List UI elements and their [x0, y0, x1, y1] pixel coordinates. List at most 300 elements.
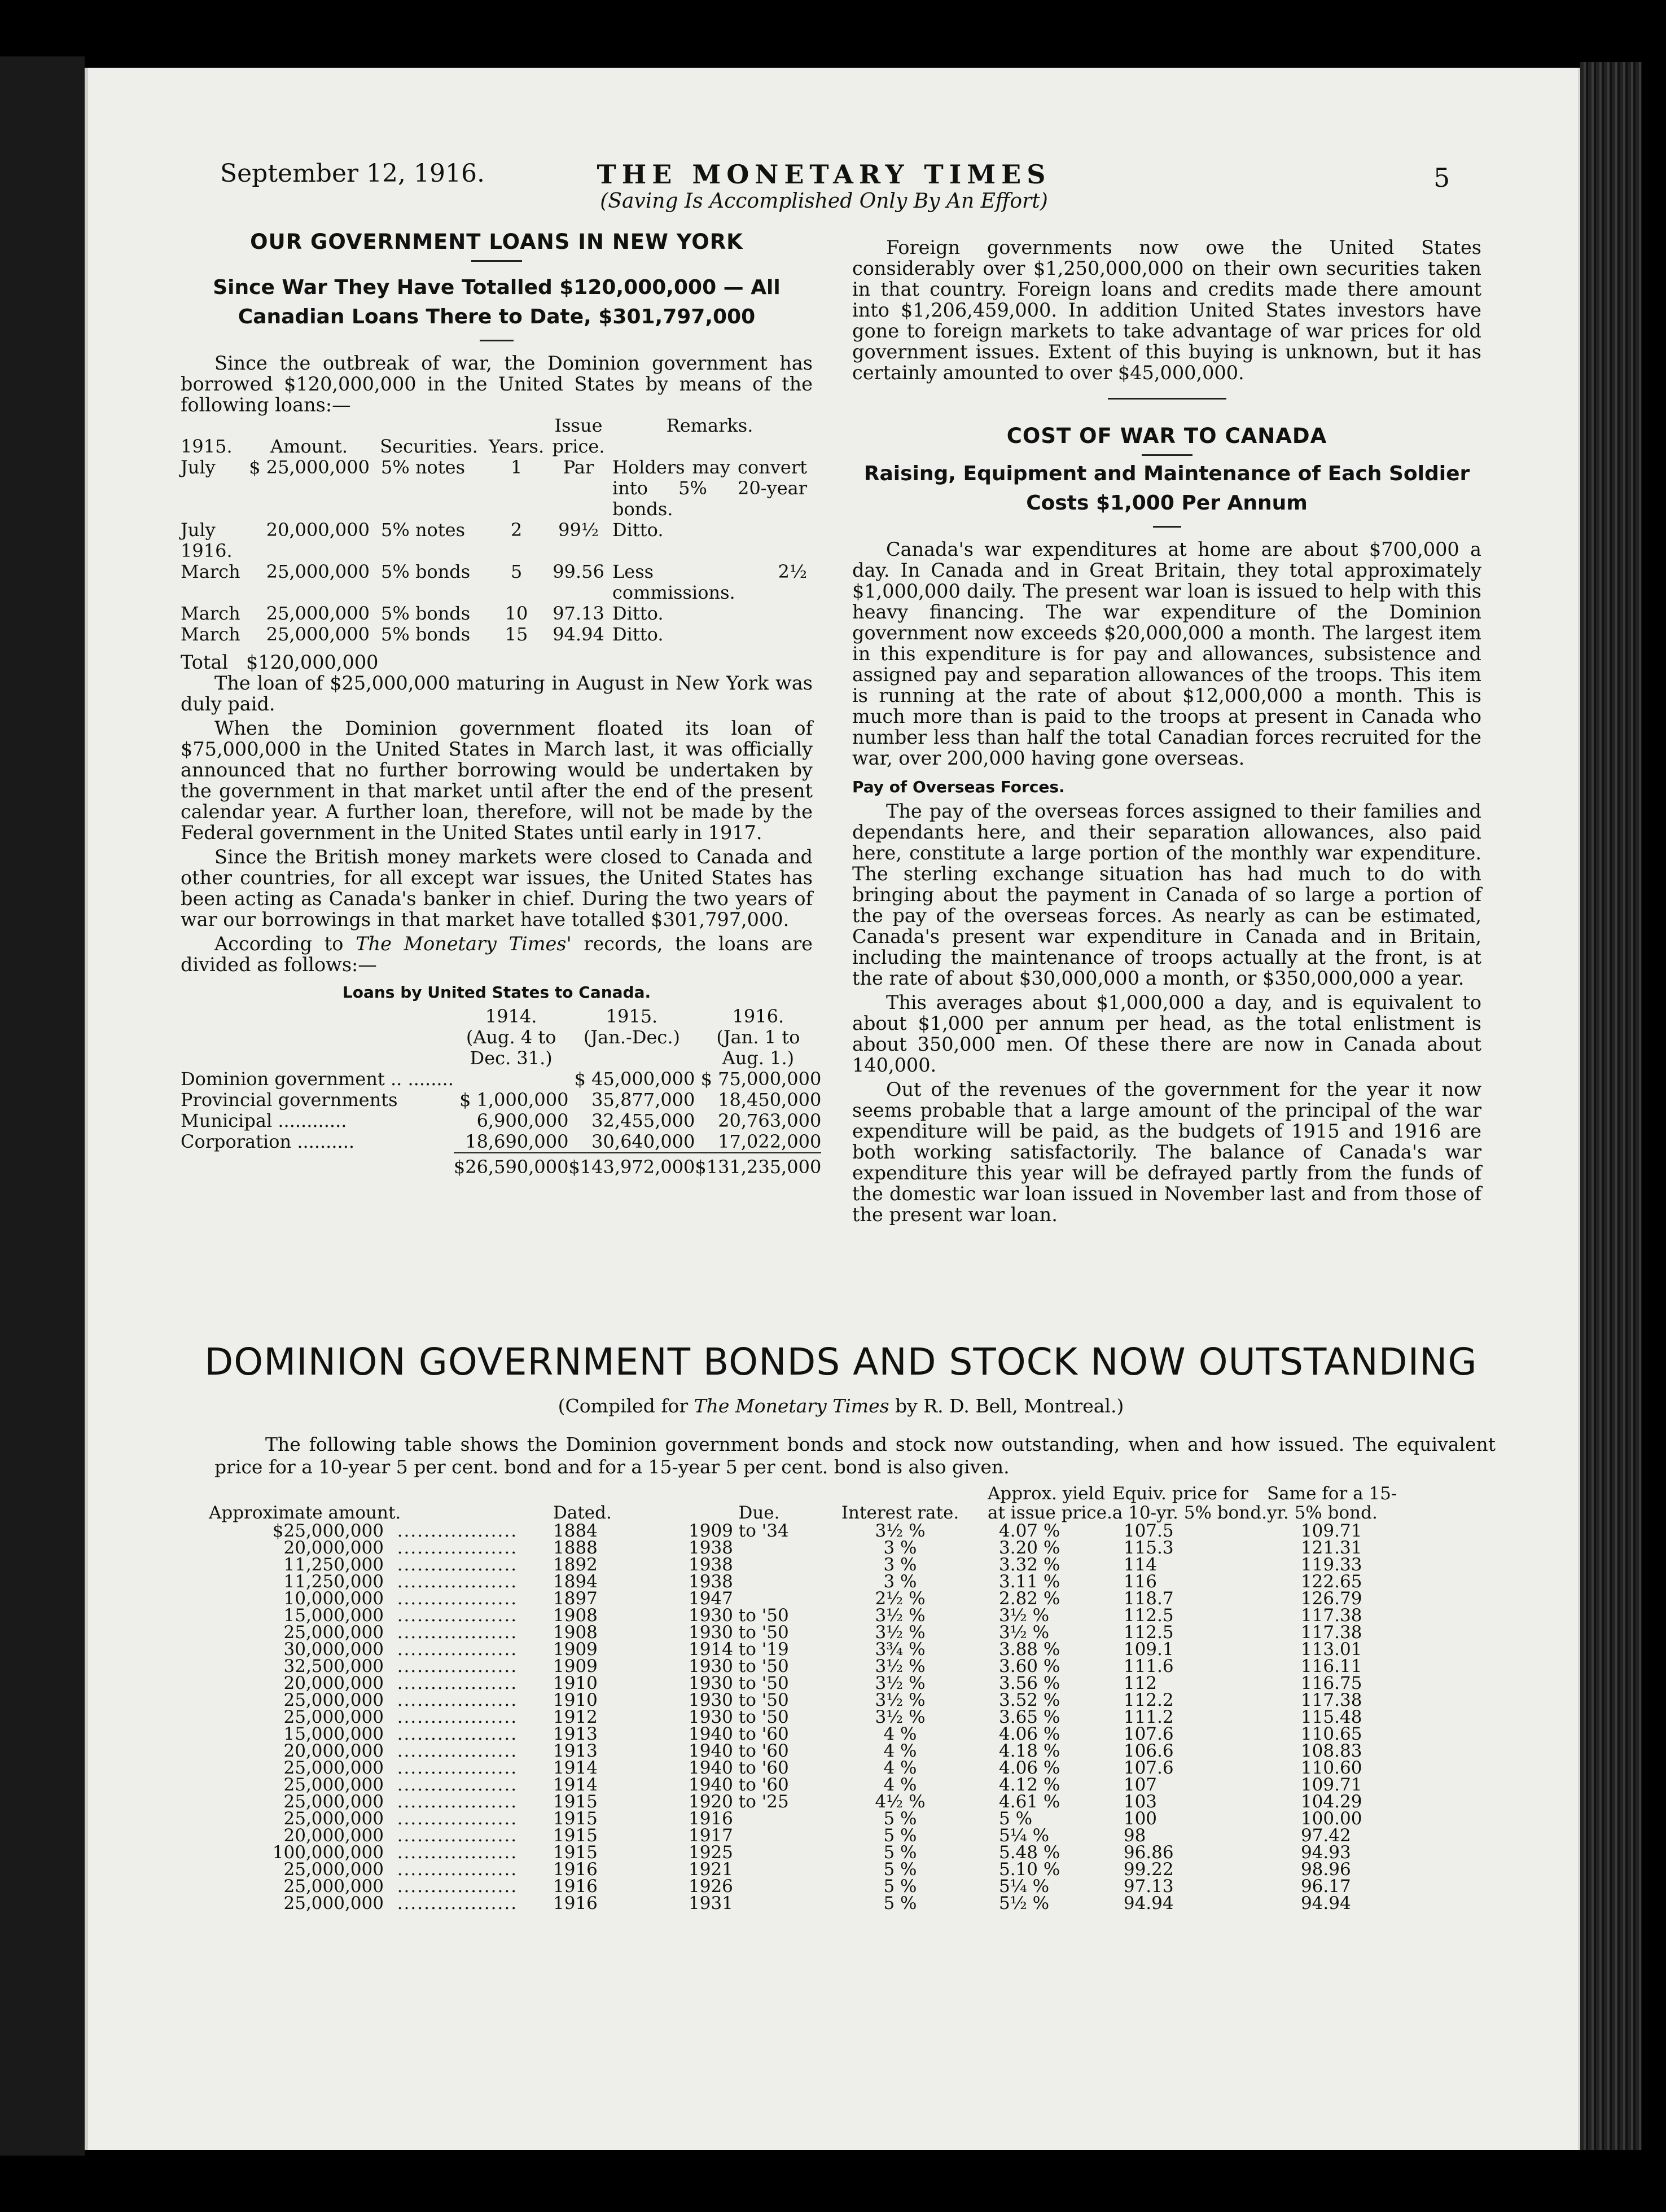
article-subheading-line-1: Raising, Equipment and Maintenance of Each Soldier: [863, 462, 1470, 485]
bond-due: 1930 to '50: [689, 1656, 789, 1676]
us-loan-label: [181, 1069, 454, 1090]
bond-eq15: 96.17: [1300, 1876, 1351, 1897]
article-subheading-line-1: Since War They Have Totalled $120,000,000 — All: [213, 276, 781, 299]
bond-dated: 1916: [553, 1859, 598, 1880]
leader-dots: ............: [272, 1110, 347, 1131]
bond-due: 1940 to '60: [689, 1758, 789, 1778]
bond-row: [209, 1590, 1496, 1607]
loan-remarks: Ditto.: [612, 519, 664, 541]
paragraph: Foreign governments now owe the United States considerably over $1,250,000,000 on their own securities taken in that country. Foreign loans and credits made there amount into $1,206,459,000. In addition United States investors have gone to foreign markets to take advantage of war prices for old government issues. Extent of this buying is unknown, but it has certainly amounted to over $45,000,000.: [852, 236, 1481, 384]
leader-dots: ........: [402, 1068, 454, 1090]
bond-amount: 30,000,000: [283, 1639, 384, 1660]
bond-due: 1914 to '19: [689, 1639, 789, 1660]
bond-rate: 4 %: [883, 1724, 917, 1744]
article-subheading-line-2: Canadian Loans There to Date, $301,797,000: [238, 305, 756, 328]
loan-price: 97.13: [553, 603, 604, 624]
header-eq15-2: yr. 5% bond.: [1266, 1503, 1378, 1523]
bond-eq10: 112: [1123, 1673, 1158, 1693]
loan-remarks: Less 2½ commissions.: [612, 561, 807, 603]
text: ' records, the loans are divided as follows:—: [181, 933, 813, 976]
bond-due: 1931: [689, 1893, 733, 1913]
loan-remarks: [612, 541, 807, 561]
us-loan-value: 32,455,000: [591, 1110, 695, 1131]
bond-amount: 100,000,000: [272, 1842, 384, 1863]
bond-eq15: 100.00: [1300, 1809, 1362, 1829]
bond-dated: 1914: [553, 1775, 598, 1795]
bond-row: [209, 1759, 1496, 1776]
bond-row: [209, 1726, 1496, 1743]
loan-row: [181, 561, 807, 603]
bond-due: 1909 to '34: [689, 1521, 789, 1541]
bond-eq15: 109.71: [1300, 1775, 1362, 1795]
leader-dots: ..................: [384, 1775, 518, 1795]
bond-rate: 5 %: [883, 1809, 917, 1829]
bond-eq15: 117.38: [1300, 1690, 1362, 1710]
loan-amount: [248, 541, 370, 561]
us-totals-row: [181, 1153, 821, 1178]
bond-yield: 4.61 %: [999, 1792, 1060, 1812]
loan-years: 5: [510, 561, 523, 582]
bond-eq15: 97.42: [1300, 1825, 1351, 1846]
bonds-title: DOMINION GOVERNMENT BONDS AND STOCK NOW OUTSTANDING: [204, 1340, 1478, 1384]
bond-dated: 1897: [553, 1588, 598, 1609]
paragraph: Canada's war expenditures at home are about $700,000 a day. In Canada and in Great Britain, they total approximately $1,000,000 daily. The present war loan is issued to help with this heavy financing. The war expenditure of the Dominion government now exceeds $20,000,000 a month. The largest item in this expenditure is for pay and allowances, subsistence and assigned pay and separation allowances of the troops. This item is running at the rate of about $12,000,000 a month. This is much more than is paid to the troops at present in Canada who number less than half the total Canadian forces recruited for the war, over 200,000 having gone overseas.: [852, 538, 1481, 769]
header-years: Years.: [488, 436, 545, 457]
row-label: Provincial governments: [181, 1089, 398, 1111]
masthead-title: THE MONETARY TIMES: [597, 159, 1051, 190]
bond-eq15: 117.38: [1300, 1622, 1362, 1643]
article-heading: COST OF WAR TO CANADA: [1006, 424, 1327, 448]
bond-dated: 1910: [553, 1673, 598, 1693]
bond-row: [209, 1607, 1496, 1624]
leader-dots: ..................: [384, 1842, 518, 1863]
bond-row: [209, 1675, 1496, 1692]
us-loan-value: 18,690,000: [465, 1131, 569, 1152]
loan-securities: 5% notes: [381, 519, 466, 541]
header-price: price.: [552, 436, 605, 457]
bond-row: [209, 1539, 1496, 1556]
bond-eq15: 115.48: [1300, 1707, 1362, 1727]
us-loan-value: 17,022,000: [718, 1131, 822, 1152]
loan-month: July: [181, 519, 216, 541]
bond-yield: 5½ %: [999, 1893, 1050, 1913]
bond-dated: 1884: [553, 1521, 598, 1541]
bond-rate: 2½ %: [875, 1588, 926, 1609]
bond-eq10: 107.5: [1123, 1521, 1174, 1541]
section-heading: Pay of Overseas Forces.: [852, 778, 1065, 796]
divider: [1142, 454, 1192, 456]
col-1916-range: (Jan. 1 to: [716, 1026, 800, 1048]
bond-eq15: 94.93: [1300, 1842, 1351, 1863]
bond-yield: 2.82 %: [999, 1588, 1060, 1609]
bond-eq15: 108.83: [1300, 1741, 1362, 1761]
bond-eq10: 100: [1123, 1809, 1158, 1829]
bonds-header-row: [209, 1503, 1496, 1522]
us-loan-value: 35,877,000: [591, 1089, 695, 1111]
bond-rate: 3½ %: [875, 1622, 926, 1643]
paragraph: The pay of the overseas forces assigned to their families and dependants here, and their separation allowances, also paid here, constitute a large portion of the monthly war expenditure. The sterling exchange situation has had much to do with bringing about the payment in Canada of so large a portion of the pay of the overseas forces. As nearly as can be estimated, Canada's present war expenditure in Canada and in Britain, including the maintenance of troops actually at the front, is at the rate of about $30,000,000 a month, or $350,000,000 a year.: [852, 800, 1481, 989]
bond-eq15: 110.65: [1300, 1724, 1362, 1744]
us-loan-label: [181, 1090, 454, 1111]
leader-dots: ..................: [384, 1639, 518, 1660]
row-label: Dominion government ..: [181, 1068, 402, 1090]
bond-rate: 5 %: [883, 1825, 917, 1846]
loans-total: Total $120,000,000: [181, 651, 379, 673]
paragraph: The following table shows the Dominion government bonds and stock now outstanding, when and how issued. The equivalent price for a 10-year 5 per cent. bond and for a 15-year 5 per cent. bond is also given.: [214, 1433, 1496, 1478]
bond-eq15: 98.96: [1300, 1859, 1351, 1880]
total-1916: $131,235,000: [695, 1153, 821, 1178]
loan-remarks: Holders may convert into 5% 20-year bonds.: [612, 457, 807, 520]
leader-dots: ..........: [291, 1131, 355, 1152]
total-1914: $26,590,000: [454, 1153, 569, 1178]
bond-rate: 3 %: [883, 1555, 917, 1575]
bond-yield: 3½ %: [999, 1605, 1050, 1626]
loan-month: 1916.: [181, 540, 233, 561]
loans-table: [181, 415, 807, 645]
bonds-table: [209, 1484, 1496, 1912]
bond-rate: 3½ %: [875, 1521, 926, 1541]
page-number: 5: [1433, 163, 1450, 193]
col-1914: 1914.: [485, 1006, 537, 1027]
bond-yield: 4.18 %: [999, 1741, 1060, 1761]
leader-dots: ..................: [384, 1707, 518, 1727]
loan-amount: 25,000,000: [266, 603, 370, 624]
loan-securities: [370, 541, 488, 561]
bond-amount: 25,000,000: [283, 1792, 384, 1812]
bond-eq15: 121.31: [1300, 1538, 1362, 1558]
loan-securities: 5% bonds: [381, 603, 471, 624]
leader-dots: ..................: [384, 1809, 518, 1829]
bond-eq10: 111.6: [1123, 1656, 1174, 1676]
leader-dots: ..................: [384, 1673, 518, 1693]
bond-eq10: 107.6: [1123, 1724, 1174, 1744]
article-government-loans: [181, 230, 822, 1178]
row-label: Municipal: [181, 1110, 273, 1131]
bond-dated: 1892: [553, 1555, 598, 1575]
loan-amount: 25,000,000: [266, 624, 370, 645]
bond-dated: 1915: [553, 1842, 598, 1863]
bond-yield: 5.48 %: [999, 1842, 1060, 1863]
bond-rate: 3½ %: [875, 1605, 926, 1626]
page-edges: [1580, 62, 1642, 2150]
loan-price: [545, 541, 612, 561]
bond-yield: 3.52 %: [999, 1690, 1060, 1710]
bond-amount: 20,000,000: [283, 1538, 384, 1558]
bond-eq10: 109.1: [1123, 1639, 1174, 1660]
bond-rate: 3½ %: [875, 1690, 926, 1710]
leader-dots: ..................: [384, 1825, 518, 1846]
us-loan-value: 6,900,000: [476, 1110, 569, 1131]
header-due: Due.: [738, 1503, 780, 1523]
paragraph: Out of the revenues of the government for the year it now seems probable that a large amount of the principal of the war expenditure will be paid, as the budgets of 1915 and 1916 are both working satisfactorily. The balance of Canada's war expenditure this year will be defrayed partly from the funds of the domestic war loan issued in November last and from those of the present war loan.: [852, 1078, 1481, 1226]
bond-row: [209, 1743, 1496, 1759]
bond-yield: 5¼ %: [999, 1825, 1050, 1846]
bond-eq15: 119.33: [1300, 1555, 1362, 1575]
us-loan-row: [181, 1090, 821, 1111]
us-loan-value: [454, 1069, 569, 1090]
bond-rate: 5 %: [883, 1876, 917, 1897]
bond-eq10: 107: [1123, 1775, 1158, 1795]
bond-rate: 4 %: [883, 1758, 917, 1778]
header-dated: Dated.: [553, 1503, 612, 1523]
article-cost-of-war: [852, 237, 1481, 1225]
bond-due: 1921: [689, 1859, 733, 1880]
loan-row: [181, 603, 807, 624]
header-securities: Securities.: [380, 436, 478, 457]
loan-securities: 5% bonds: [381, 624, 471, 645]
bond-amount: $25,000,000: [272, 1521, 384, 1541]
bond-eq10: 112.5: [1123, 1622, 1174, 1643]
bond-row: [209, 1895, 1496, 1912]
bond-row: [209, 1827, 1496, 1844]
divider: [480, 340, 514, 341]
loan-amount: 25,000,000: [266, 561, 370, 582]
bond-row: [209, 1641, 1496, 1658]
leader-dots: ..................: [384, 1656, 518, 1676]
loan-row: [181, 541, 807, 561]
bond-rate: 5 %: [883, 1893, 917, 1913]
header-eq10: Equiv. price for: [1112, 1484, 1248, 1504]
header-eq15: Same for a 15-: [1266, 1484, 1397, 1504]
loans-header-row: [181, 436, 807, 457]
loan-years: 2: [510, 519, 523, 541]
bond-eq15: 94.94: [1300, 1893, 1351, 1913]
bond-eq15: 113.01: [1300, 1639, 1362, 1660]
bond-eq15: 104.29: [1300, 1792, 1362, 1812]
header-eq10-2: a 10-yr. 5% bond.: [1112, 1503, 1267, 1523]
bond-yield: 3.88 %: [999, 1639, 1060, 1660]
book-spine: [0, 56, 85, 2156]
total-1915: $143,972,000: [568, 1153, 695, 1178]
divider: [471, 260, 522, 262]
bond-eq10: 97.13: [1123, 1876, 1174, 1897]
bond-dated: 1909: [553, 1639, 598, 1660]
bond-due: 1940 to '60: [689, 1775, 789, 1795]
bond-rate: 4 %: [883, 1741, 917, 1761]
bond-yield: 3.65 %: [999, 1707, 1060, 1727]
bond-eq10: 116: [1123, 1572, 1158, 1592]
loan-years: 15: [505, 624, 528, 645]
text: by R. D. Bell, Montreal.): [889, 1395, 1124, 1417]
loan-month: March: [181, 624, 240, 645]
bond-row: [209, 1658, 1496, 1675]
bond-eq10: 96.86: [1123, 1842, 1174, 1863]
bond-eq15: 116.75: [1300, 1673, 1362, 1693]
leader-dots: ..................: [384, 1876, 518, 1897]
leader-dots: ..................: [384, 1859, 518, 1880]
bond-amount: 20,000,000: [283, 1673, 384, 1693]
bond-eq15: 126.79: [1300, 1588, 1362, 1609]
paragraph: [181, 933, 813, 975]
bond-eq10: 114: [1123, 1555, 1158, 1575]
us-loan-value: 20,763,000: [718, 1110, 822, 1131]
masthead-motto: (Saving Is Accomplished Only By An Effort): [600, 190, 1048, 213]
us-loans-table: [181, 1006, 821, 1178]
text: According to: [214, 933, 356, 955]
paragraph: Since the outbreak of war, the Dominion government has borrowed $120,000,000 in the United States by means of the following loans:—: [181, 352, 813, 416]
bond-eq10: 112.2: [1123, 1690, 1174, 1710]
loan-remarks: Ditto.: [612, 603, 664, 624]
header-yield-2: at issue price.: [988, 1503, 1112, 1523]
us-loan-value: $ 1,000,000: [459, 1089, 569, 1111]
divider: [1153, 526, 1181, 528]
leader-dots: ..................: [384, 1572, 518, 1592]
leader-dots: ..................: [384, 1724, 518, 1744]
us-loan-value: 30,640,000: [591, 1131, 695, 1152]
bond-due: 1930 to '50: [689, 1707, 789, 1727]
bond-amount: 25,000,000: [283, 1622, 384, 1643]
bond-eq10: 118.7: [1123, 1588, 1174, 1609]
bond-eq10: 103: [1123, 1792, 1158, 1812]
us-loan-row: [181, 1131, 821, 1153]
bond-amount: 20,000,000: [283, 1825, 384, 1846]
bond-dated: 1913: [553, 1741, 598, 1761]
leader-dots: ..................: [384, 1555, 518, 1575]
us-loan-label: [181, 1131, 454, 1153]
loans-header-row: [181, 415, 807, 436]
paragraph: When the Dominion government floated its loan of $75,000,000 in the United States in March last, it was officially announced that no further borrowing would be undertaken by the government in that market until after the end of the present calendar year. A further loan, therefore, will not be made by the Federal government in the United States until early in 1917.: [181, 717, 813, 844]
bond-amount: 10,000,000: [283, 1588, 384, 1609]
bond-dated: 1915: [553, 1792, 598, 1812]
col-1915-range: (Jan.-Dec.): [583, 1026, 680, 1048]
loan-amount: 20,000,000: [266, 519, 370, 541]
bond-eq10: 115.3: [1123, 1538, 1174, 1558]
bond-row: [209, 1844, 1496, 1861]
bond-eq15: 122.65: [1300, 1572, 1362, 1592]
us-loan-value: 18,450,000: [718, 1089, 822, 1111]
bond-due: 1938: [689, 1572, 733, 1592]
bonds-credit: [186, 1395, 1496, 1417]
loan-years: [488, 541, 545, 561]
bond-rate: 3 %: [883, 1572, 917, 1592]
bond-eq10: 106.6: [1123, 1741, 1174, 1761]
bond-due: 1930 to '50: [689, 1673, 789, 1693]
bond-row: [209, 1878, 1496, 1895]
col-1916: 1916.: [732, 1006, 784, 1027]
bond-rate: 5 %: [883, 1842, 917, 1863]
bond-dated: 1909: [553, 1656, 598, 1676]
bond-amount: 25,000,000: [283, 1690, 384, 1710]
bond-rate: 4 %: [883, 1775, 917, 1795]
loan-month: March: [181, 561, 240, 582]
header-yield: Approx. yield: [988, 1484, 1106, 1504]
col-1914-range: (Aug. 4 to: [466, 1026, 556, 1048]
bond-dated: 1908: [553, 1622, 598, 1643]
header-issue: Issue: [554, 415, 603, 436]
bond-amount: 25,000,000: [283, 1758, 384, 1778]
bonds-header-row: [209, 1484, 1496, 1503]
col-1914-range-end: Dec. 31.): [470, 1047, 553, 1069]
loan-row: [181, 457, 807, 520]
bond-yield: 3.60 %: [999, 1656, 1060, 1676]
bond-due: 1917: [689, 1825, 733, 1846]
bond-amount: 15,000,000: [283, 1605, 384, 1626]
bond-dated: 1915: [553, 1809, 598, 1829]
bond-due: 1925: [689, 1842, 733, 1863]
loan-years: 10: [505, 603, 528, 624]
us-loan-value: $ 75,000,000: [700, 1068, 822, 1090]
bond-eq10: 107.6: [1123, 1758, 1174, 1778]
bond-dated: 1916: [553, 1876, 598, 1897]
loan-price: 99.56: [553, 561, 604, 582]
bond-eq15: 109.71: [1300, 1521, 1362, 1541]
bond-yield: 3.20 %: [999, 1538, 1060, 1558]
bond-dated: 1894: [553, 1572, 598, 1592]
bond-dated: 1914: [553, 1758, 598, 1778]
leader-dots: ..................: [384, 1893, 518, 1913]
bond-amount: 25,000,000: [283, 1809, 384, 1829]
leader-dots: ..................: [384, 1622, 518, 1643]
bond-eq10: 99.22: [1123, 1859, 1174, 1880]
paragraph: Since the British money markets were closed to Canada and other countries, for all except war issues, the United States has been acting as Canada's banker in chief. During the two years of war our borrowings in that market have totalled $301,797,000.: [181, 846, 813, 931]
bond-row: [209, 1793, 1496, 1810]
us-loans-title: Loans by United States to Canada.: [342, 983, 651, 1002]
bond-row: [209, 1709, 1496, 1726]
bond-rate: 3½ %: [875, 1707, 926, 1727]
header-amount: Amount.: [270, 436, 348, 457]
loan-years: 1: [510, 457, 523, 478]
loan-price: 99½: [558, 519, 599, 541]
bond-amount: 25,000,000: [283, 1775, 384, 1795]
header-rate: Interest rate.: [841, 1503, 959, 1523]
leader-dots: ..................: [384, 1521, 518, 1541]
bond-row: [209, 1692, 1496, 1709]
bond-rate: 3 %: [883, 1538, 917, 1558]
us-loan-row: [181, 1111, 821, 1131]
text: (Compiled for: [558, 1395, 694, 1417]
article-heading: OUR GOVERNMENT LOANS IN NEW YORK: [250, 230, 743, 254]
divider: [1108, 398, 1226, 400]
issue-date: September 12, 1916.: [220, 159, 485, 188]
leader-dots: ..................: [384, 1588, 518, 1609]
bond-amount: 20,000,000: [283, 1741, 384, 1761]
bond-due: 1930 to '50: [689, 1690, 789, 1710]
us-loan-value: $ 45,000,000: [574, 1068, 695, 1090]
leader-dots: ..................: [384, 1741, 518, 1761]
loan-row: [181, 520, 807, 541]
bond-amount: 11,250,000: [283, 1555, 384, 1575]
col-1916-range-end: Aug. 1.): [722, 1047, 795, 1069]
bond-due: 1930 to '50: [689, 1622, 789, 1643]
loan-securities: 5% bonds: [381, 561, 471, 582]
bond-due: 1916: [689, 1809, 733, 1829]
bond-dated: 1916: [553, 1893, 598, 1913]
header-amount: Approximate amount.: [209, 1503, 401, 1523]
bond-amount: 25,000,000: [283, 1859, 384, 1880]
bond-amount: 25,000,000: [283, 1707, 384, 1727]
bond-rate: 3¾ %: [875, 1639, 926, 1660]
bond-dated: 1908: [553, 1605, 598, 1626]
bond-yield: 5¼ %: [999, 1876, 1050, 1897]
bond-due: 1930 to '50: [689, 1605, 789, 1626]
bond-rate: 4½ %: [875, 1792, 926, 1812]
bond-yield: 3.56 %: [999, 1673, 1060, 1693]
bond-row: [209, 1556, 1496, 1573]
bond-due: 1938: [689, 1538, 733, 1558]
bond-due: 1926: [689, 1876, 733, 1897]
bond-eq15: 117.38: [1300, 1605, 1362, 1626]
bond-dated: 1912: [553, 1707, 598, 1727]
bond-yield: 3½ %: [999, 1622, 1050, 1643]
loan-month: July: [181, 457, 216, 478]
bond-amount: 11,250,000: [283, 1572, 384, 1592]
bond-due: 1938: [689, 1555, 733, 1575]
bond-amount: 32,500,000: [283, 1656, 384, 1676]
bond-yield: 4.06 %: [999, 1724, 1060, 1744]
bond-row: [209, 1522, 1496, 1539]
bond-due: 1940 to '60: [689, 1724, 789, 1744]
leader-dots: ..................: [384, 1538, 518, 1558]
